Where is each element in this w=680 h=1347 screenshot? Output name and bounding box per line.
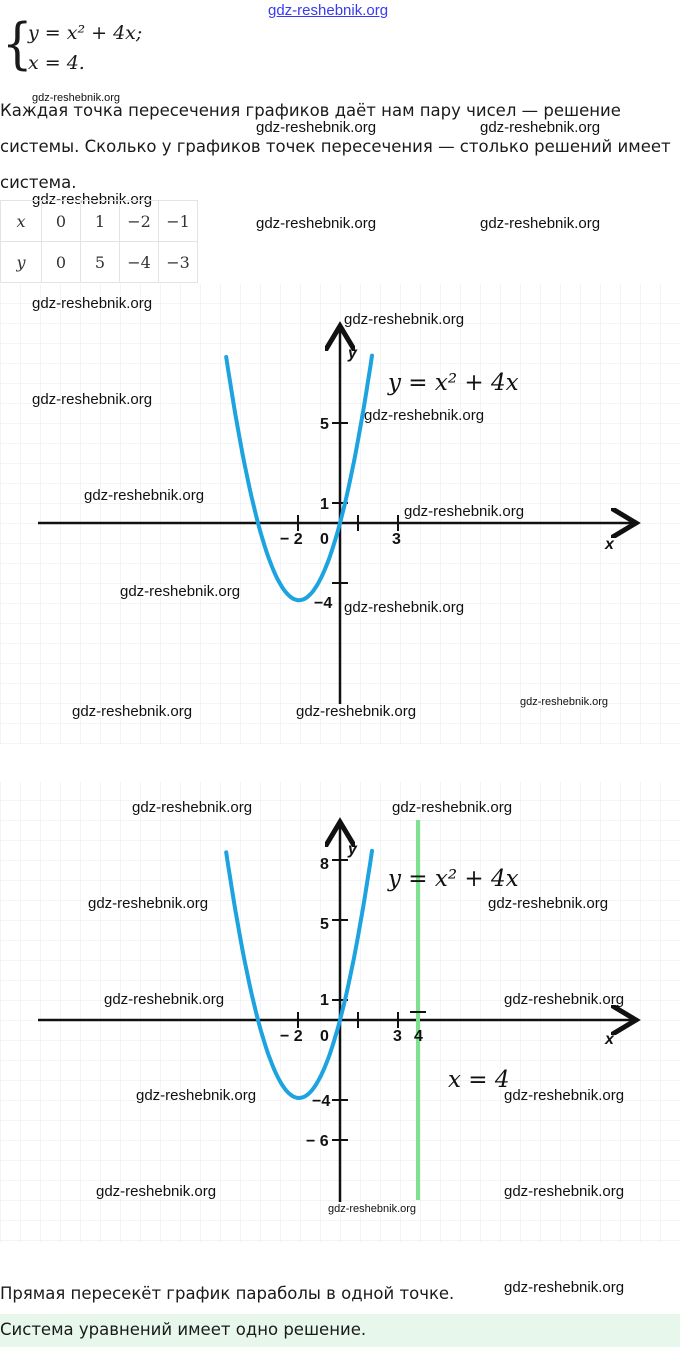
tick-label-x-neg2: − 2 [280, 1028, 303, 1045]
watermark: gdz-reshebnik.org [104, 991, 225, 1008]
watermark: gdz-reshebnik.org [296, 703, 417, 720]
tick-label-x-3: 3 [392, 531, 401, 548]
table-cell: 5 [81, 242, 120, 283]
watermark: gdz-reshebnik.org [364, 407, 485, 424]
watermark: gdz-reshebnik.org [392, 799, 513, 816]
watermark: gdz-reshebnik.org [256, 215, 377, 232]
watermark: gdz-reshebnik.org [32, 391, 153, 408]
curve-label: y = x² + 4x [388, 370, 519, 396]
watermark: gdz-reshebnik.org [32, 295, 153, 312]
table-cell: 1 [81, 201, 120, 242]
watermark: gdz-reshebnik.org [256, 119, 377, 136]
watermark: gdz-reshebnik.org [32, 92, 121, 104]
tick-label-y-8: 8 [320, 856, 329, 873]
watermark: gdz-reshebnik.org [132, 799, 253, 816]
brace-symbol: { [2, 11, 33, 77]
watermark: gdz-reshebnik.org [72, 703, 193, 720]
tick-label-y-neg4: −4 [314, 595, 333, 612]
tick-label-y-1: 1 [320, 496, 329, 513]
watermark: gdz-reshebnik.org [504, 1279, 625, 1296]
table-row-y [1, 242, 198, 283]
answer-line-2: Система уравнений имеет одно решение. [0, 1320, 367, 1339]
watermark: gdz-reshebnik.org [488, 895, 609, 912]
watermark: gdz-reshebnik.org [504, 1183, 625, 1200]
paragraph-line-3: система. [0, 173, 77, 192]
table-cell: 0 [42, 242, 81, 283]
watermark: gdz-reshebnik.org [344, 599, 465, 616]
tick-label-y-1: 1 [320, 992, 329, 1009]
graph-2 [0, 782, 680, 1242]
table-cell: −4 [120, 242, 159, 283]
values-table [0, 200, 198, 283]
equation-2: x = 4. [28, 52, 85, 74]
watermark: gdz-reshebnik.org [88, 895, 209, 912]
table-header-x: x [1, 201, 42, 242]
tick-label-zero: 0 [320, 1028, 329, 1045]
watermark: gdz-reshebnik.org [136, 1087, 257, 1104]
watermark: gdz-reshebnik.org [520, 696, 609, 708]
tick-label-x-4: 4 [414, 1028, 423, 1045]
table-cell: 0 [42, 201, 81, 242]
y-axis-label: y [348, 345, 357, 362]
table-cell: −3 [159, 242, 198, 283]
table-cell: −1 [159, 201, 198, 242]
x-axis-label: x [605, 536, 614, 553]
paragraph-line-1: Каждая точка пересечения графиков даёт нам пару чисел — решение [0, 101, 621, 120]
tick-label-x-3: 3 [393, 1028, 402, 1045]
watermark: gdz-reshebnik.org [404, 503, 525, 520]
tick-label-y-5: 5 [320, 916, 329, 933]
tick-label-y-neg6: − 6 [306, 1133, 329, 1150]
watermark: gdz-reshebnik.org [504, 991, 625, 1008]
graph-1 [0, 284, 680, 744]
watermark: gdz-reshebnik.org [480, 215, 601, 232]
watermark: gdz-reshebnik.org [32, 191, 153, 208]
y-axis-label: y [348, 841, 357, 858]
watermark: gdz-reshebnik.org [344, 311, 465, 328]
paragraph-line-2: системы. Сколько у графиков точек пересечения — столько решений имеет [0, 137, 671, 156]
tick-label-y-5: 5 [320, 416, 329, 433]
line-label: x = 4 [448, 1067, 510, 1093]
curve-label: y = x² + 4x [388, 866, 519, 892]
watermark: gdz-reshebnik.org [328, 1203, 417, 1215]
equation-system [2, 11, 202, 80]
tick-label-y-neg4: −4 [312, 1093, 331, 1110]
tick-label-x-neg2: − 2 [280, 531, 303, 548]
watermark: gdz-reshebnik.org [480, 119, 601, 136]
table-cell: −2 [120, 201, 159, 242]
watermark: gdz-reshebnik.org [84, 487, 205, 504]
table-header-y: y [1, 242, 42, 283]
watermark: gdz-reshebnik.org [504, 1087, 625, 1104]
x-axis-label: x [605, 1031, 614, 1048]
equation-1: y = x² + 4x; [28, 22, 143, 44]
tick-label-zero: 0 [320, 531, 329, 548]
table-row-x [1, 201, 198, 242]
watermark: gdz-reshebnik.org [96, 1183, 217, 1200]
watermark-top[interactable]: gdz-reshebnik.org [268, 2, 389, 19]
answer-line-1: Прямая пересекёт график параболы в одной точке. [0, 1284, 455, 1303]
watermark: gdz-reshebnik.org [120, 583, 241, 600]
answer-highlight [0, 1314, 680, 1347]
